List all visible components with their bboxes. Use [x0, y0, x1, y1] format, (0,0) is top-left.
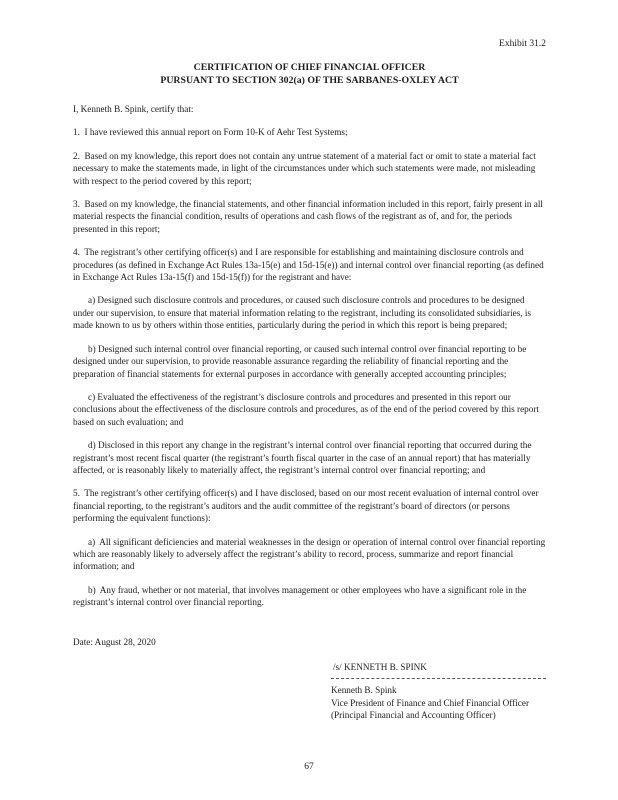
signer-name: Kenneth B. Spink	[331, 685, 397, 696]
signature-rule	[331, 678, 546, 679]
exhibit-label: Exhibit 31.2	[499, 39, 546, 49]
paragraph-2: 2. Based on my knowledge, this report does not contain any untrue statement of a material fact or omit to state a material fact necessary to make the statements made, in light of the circumstances under which such statements were made, not misleading with respect to the period covered by this report;	[73, 150, 539, 186]
paragraph-4b: b) Designed such internal control over financial reporting, or caused such internal control over financial reporting to be designed under our supervision, to provide reasonable assurance regarding the reliability of financial reporting and the preparation of financial statements for external purposes in accordance with generally accepted accounting principles;	[73, 343, 529, 379]
document-title	[73, 61, 546, 87]
paragraph-1: 1. I have reviewed this annual report on Form 10-K of Aehr Test Systems;	[73, 127, 348, 138]
page-number: 67	[304, 762, 314, 772]
paragraph-4c: c) Evaluated the effectiveness of the registrant’s disclosure controls and procedures and presented in this report our conclusions about the effectiveness of the disclosure controls and procedures, as of the end of the period covered by this report based on such evaluation; and	[73, 391, 542, 427]
signer-title: Vice President of Finance and Chief Financial Officer	[331, 697, 530, 708]
paragraph-5b: b) Any fraud, whether or not material, that involves management or other employees who have a significant role in the registrant’s internal control over financial reporting.	[73, 584, 529, 608]
conformed-signature: /s/ KENNETH B. SPINK	[333, 662, 427, 672]
paragraph-4: 4. The registrant’s other certifying officer(s) and I are responsible for establishing and maintaining disclosure controls and procedures (as defined in Exchange Act Rules 13a-15(e) and 15d-15(e)) and internal control over financial reporting (as defined in Exchange Act Rules 13a-15(f) and 15d-15(f)) for the registrant and have:	[73, 247, 546, 283]
document-title-line1: CERTIFICATION OF CHIEF FINANCIAL OFFICER	[193, 62, 426, 73]
document-title-line2: PURSUANT TO SECTION 302(a) OF THE SARBANES-OXLEY ACT	[160, 75, 459, 86]
signature-block	[331, 661, 546, 722]
date-line: Date: August 28, 2020	[73, 636, 156, 647]
signer-subtitle: (Principal Financial and Accounting Officer)	[331, 710, 496, 721]
paragraph-3: 3. Based on my knowledge, the financial statements, and other financial information included in this report, fairly present in all material respects the financial condition, results of operations and cash flows of the registrant as of, and for, the periods presented in this report;	[73, 199, 546, 234]
paragraph-4a: a) Designed such disclosure controls and procedures, or caused such disclosure controls and procedures to be designed under our supervision, to ensure that material information relating to the registrant, including its consolidated subsidiaries, is made known to us by others within those entities, particularly during the period in which this report is being prepared;	[73, 295, 534, 331]
paragraph-5: 5. The registrant’s other certifying officer(s) and I have disclosed, based on our most recent evaluation of internal control over financial reporting, to the registrant’s auditors and the audit committee of the registrant’s board of directors (or persons performing the equivalent functions):	[73, 488, 541, 524]
paragraph-5a: a) All significant deficiencies and material weaknesses in the design or operation of internal control over financial reporting which are reasonably likely to adversely affect the registrant’s ability to record, process, summarize and report financial information; and	[73, 536, 548, 572]
paragraph-4d: d) Disclosed in this report any change in the registrant’s internal control over financial reporting that occurred during the registrant’s most recent fiscal quarter (the registrant’s fourth fiscal quarter in the case of an annual report) that has materially affected, or is reasonably likely to materially affect, the registrant’s internal control over financial reporting; and	[73, 440, 534, 475]
certify-intro: I, Kenneth B. Spink, certify that:	[73, 104, 194, 114]
